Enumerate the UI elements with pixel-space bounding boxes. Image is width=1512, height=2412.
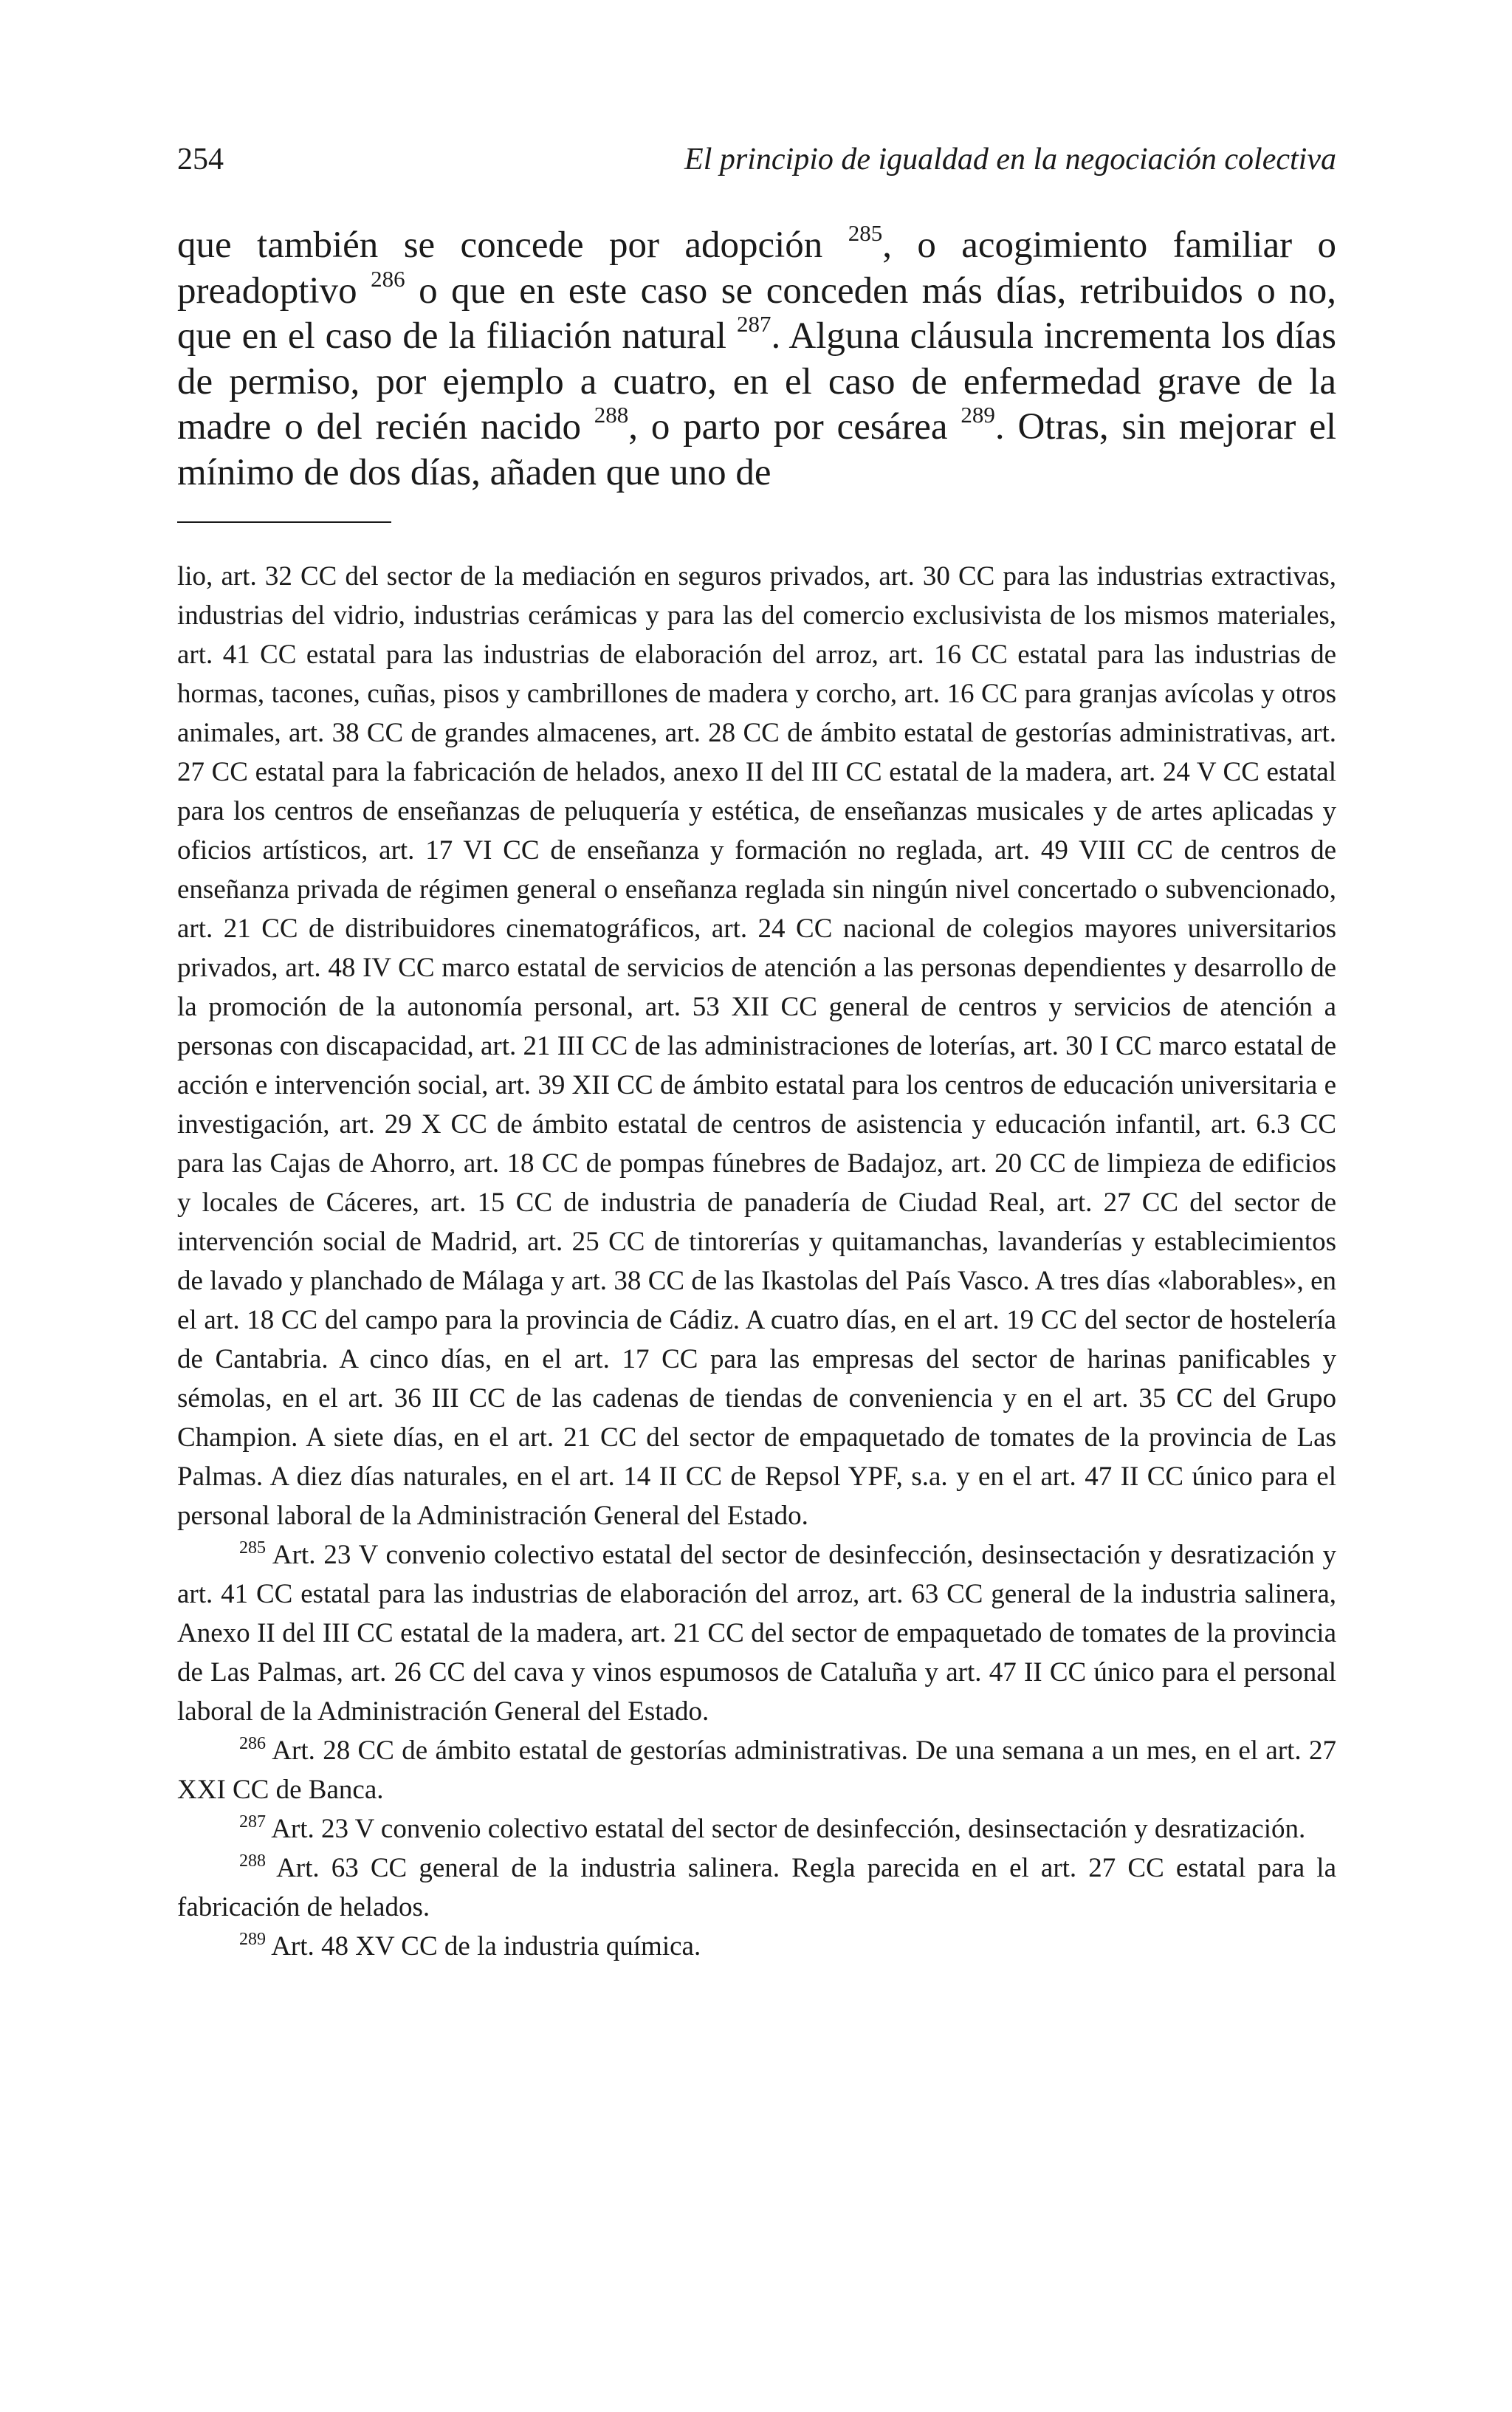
footnote-text: Art. 63 CC general de la industria salinera. Regla parecida en el art. 27 CC estatal para la fabricación de helados. xyxy=(177,1853,1336,1922)
footnote xyxy=(177,1927,1336,1966)
footnote-reference: 287 xyxy=(736,311,772,337)
footnote-reference: 288 xyxy=(594,402,629,428)
footnote-reference: 289 xyxy=(961,402,995,428)
footnote xyxy=(177,1535,1336,1731)
body-text-segment: o que en este caso se conceden más días, retribuidos o no, que en el caso de la filiación natural xyxy=(177,270,1336,357)
footnote-reference: 285 xyxy=(848,220,883,246)
footnote-text: Art. 48 XV CC de la industria química. xyxy=(266,1931,701,1962)
footnotes xyxy=(177,557,1336,1966)
page-header xyxy=(177,137,1336,182)
body-text-segment: . Otras, sin mejorar el mínimo de dos días, añaden que uno de xyxy=(177,406,1336,493)
page-number: 254 xyxy=(177,143,224,177)
running-title: El principio de igualdad en la negociación colectiva xyxy=(684,143,1336,177)
body-text-segment: que también se concede por adopción xyxy=(177,225,848,266)
footnote-text: Art. 23 V convenio colectivo estatal del sector de desinfección, desinsectación y desratización. xyxy=(266,1814,1306,1844)
footnote xyxy=(177,1849,1336,1927)
footnote-number: 289 xyxy=(239,1930,266,1949)
body-text-segment: . Alguna cláusula incrementa los días de permiso, por ejemplo a cuatro, en el caso de enfermedad grave de la madre o del recién nacido xyxy=(177,315,1337,448)
footnote-text: Art. 28 CC de ámbito estatal de gestorías administrativas. De una semana a un mes, en el art. 27 XXI CC de Banca. xyxy=(177,1736,1336,1805)
footnote-continuation: lio, art. 32 CC del sector de la mediación en seguros privados, art. 30 CC para las industrias extractivas, industrias del vidrio, industrias cerámicas y para las del comercio exclusivista de los mismos materiales, art. 41 CC estatal para las industrias de elaboración del arroz, art. 16 CC estatal para las industrias de hormas, tacones, cuñas, pisos y cambrillones de madera y corcho, art. 16 CC para granjas avícolas y otros animales, art. 38 CC de grandes almacenes, art. 28 CC de ámbito estatal de gestorías administrativas, art. 27 CC estatal para la fabricación de helados, anexo II del III CC estatal de la madera, art. 24 V CC estatal para los centros de enseñanzas de peluquería y estética, de enseñanzas musicales y de artes aplicadas y oficios artísticos, art. 17 VI CC de enseñanza y formación no reglada, art. 49 VIII CC de centros de enseñanza privada de régimen general o enseñanza reglada sin ningún nivel concertado o subvencionado, art. 21 CC de distribuidores cinematográficos, art. 24 CC nacional de colegios mayores universitarios privados, art. 48 IV CC marco estatal de servicios de atención a las personas dependientes y desarrollo de la promoción de la autonomía personal, art. 53 XII CC general de centros y servicios de atención a personas con discapacidad, art. 21 III CC de las administraciones de loterías, art. 30 I CC marco estatal de acción e intervención social, art. 39 XII CC de ámbito estatal para los centros de educación universitaria e investigación, art. 29 X CC de ámbito estatal de centros de asistencia y educación infantil, art. 6.3 CC para las Cajas de Ahorro, art. 18 CC de pompas fúnebres de Badajoz, art. 20 CC de limpieza de edificios y locales de Cáceres, art. 15 CC de industria de panadería de Ciudad Real, art. 27 CC del sector de intervención social de Madrid, art. 25 CC de tintorerías y quitamanchas, lavanderías y establecimientos de lavado y planchado de Málaga y art. 38 CC de las Ikastolas del País Vasco. A tres días «laborables», en el art. 18 CC del campo para la provincia de Cádiz. A cuatro días, en el art. 19 CC del sector de hostelería de Cantabria. A cinco días, en el art. 17 CC para las empresas del sector de harinas panificables y sémolas, en el art. 36 III CC de las cadenas de tiendas de conveniencia y en el art. 35 CC del Grupo Champion. A siete días, en el art. 21 CC del sector de empaquetado de tomates de la provincia de Las Palmas. A diez días naturales, en el art. 14 II CC de Repsol YPF, s.a. y en el art. 47 II CC único para el personal laboral de la Administración General del Estado. xyxy=(177,561,1336,1531)
footnote xyxy=(177,1731,1336,1809)
body-paragraph xyxy=(177,220,1337,496)
footnote-number: 288 xyxy=(239,1851,266,1871)
footnote-number: 286 xyxy=(239,1734,266,1753)
footnote-separator xyxy=(177,521,391,523)
footnote-text: Art. 23 V convenio colectivo estatal del sector de desinfección, desinsectación y desratización y art. 41 CC estatal para las industrias de elaboración del arroz, art. 63 CC general de la industria salinera, Anexo II del III CC estatal de la madera, art. 21 CC del sector de empaquetado de tomates de la provincia de Las Palmas, art. 26 CC del cava y vinos espumosos de Cataluña y art. 47 II CC único para el personal laboral de la Administración General del Estado. xyxy=(177,1540,1336,1727)
footnote xyxy=(177,1809,1336,1849)
footnote-reference: 286 xyxy=(371,265,405,292)
body-text-segment: , o acogimiento familiar o preadoptivo xyxy=(177,225,1336,312)
footnote-number: 285 xyxy=(239,1538,266,1558)
body-text-segment: , o parto por cesárea xyxy=(628,406,961,448)
footnote-number: 287 xyxy=(239,1812,266,1832)
